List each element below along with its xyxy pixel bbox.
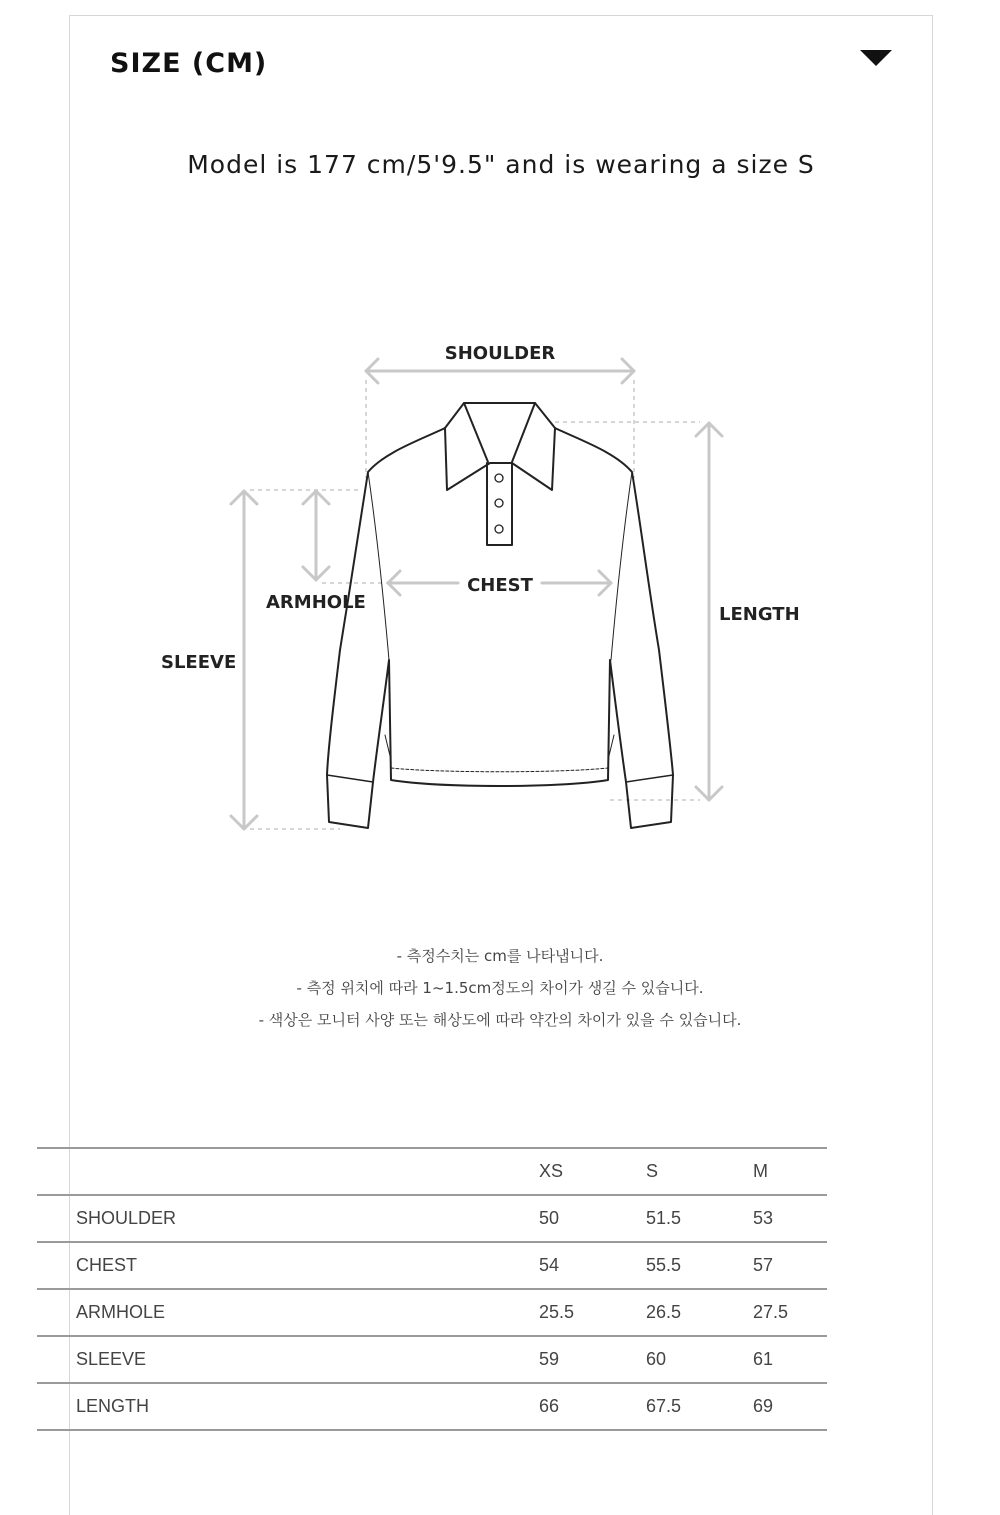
cell-value: 67.5 (646, 1383, 753, 1430)
row-label: LENGTH (37, 1383, 539, 1430)
table-row (37, 1289, 827, 1336)
cell-value: 61 (753, 1336, 827, 1383)
model-info: Model is 177 cm/5'9.5" and is wearing a size S (187, 150, 815, 179)
cell-value: 66 (539, 1383, 646, 1430)
cell-value: 27.5 (753, 1289, 827, 1336)
button-icon (495, 474, 503, 482)
label-armhole: ARMHOLE (266, 592, 366, 613)
table-header-row (37, 1148, 827, 1195)
column-header-m: M (753, 1148, 827, 1195)
cell-value: 69 (753, 1383, 827, 1430)
label-chest: CHEST (467, 575, 533, 596)
button-icon (495, 525, 503, 533)
button-icon (495, 499, 503, 507)
size-guide-title: SIZE (CM) (110, 48, 268, 79)
cell-value: 50 (539, 1195, 646, 1242)
label-length: LENGTH (719, 604, 800, 625)
label-shoulder: SHOULDER (444, 343, 556, 364)
label-sleeve: SLEEVE (161, 652, 237, 673)
row-label: SHOULDER (37, 1195, 539, 1242)
table-row (37, 1336, 827, 1383)
column-header-xs: XS (539, 1148, 646, 1195)
cell-value: 57 (753, 1242, 827, 1289)
table-row (37, 1242, 827, 1289)
cell-value: 51.5 (646, 1195, 753, 1242)
column-header-s: S (646, 1148, 753, 1195)
polo-shirt-outline (327, 403, 673, 828)
column-header (37, 1148, 539, 1195)
measurement-notes (0, 940, 1000, 1036)
cell-value: 54 (539, 1242, 646, 1289)
cell-value: 25.5 (539, 1289, 646, 1336)
placket-buttons (495, 474, 503, 533)
size-table (37, 1147, 827, 1431)
row-label: SLEEVE (37, 1336, 539, 1383)
table-row (37, 1195, 827, 1242)
cell-value: 55.5 (646, 1242, 753, 1289)
note-line: - 색상은 모니터 사양 또는 해상도에 따라 약간의 차이가 있을 수 있습니다. (258, 1011, 742, 1029)
note-line: - 측정 위치에 따라 1~1.5cm정도의 차이가 생길 수 있습니다. (296, 979, 704, 997)
note-line: - 측정수치는 cm를 나타냅니다. (396, 947, 604, 965)
cell-value: 26.5 (646, 1289, 753, 1336)
row-label: CHEST (37, 1242, 539, 1289)
cell-value: 53 (753, 1195, 827, 1242)
row-label: ARMHOLE (37, 1289, 539, 1336)
table-row (37, 1383, 827, 1430)
cell-value: 59 (539, 1336, 646, 1383)
cell-value: 60 (646, 1336, 753, 1383)
